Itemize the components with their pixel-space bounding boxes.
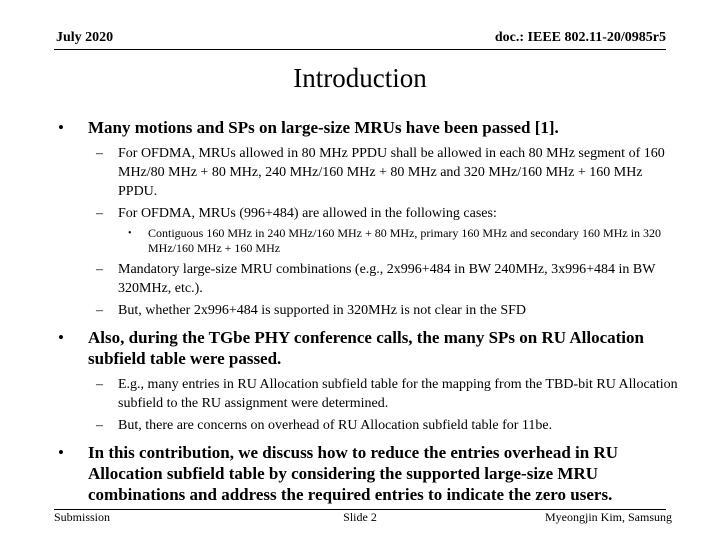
sub-bullet-1-2-text: For OFDMA, MRUs (996+484) are allowed in the following cases: xyxy=(118,206,497,221)
sub-bullet-2-2 xyxy=(96,416,678,435)
sub-bullet-1-1-text: For OFDMA, MRUs allowed in 80 MHz PPDU shall be allowed in each 80 MHz segment of 160 MHz/80 MHz + 80 MHz, 240 MHz/160 MHz + 80 MHz and 320 MHz/160 MHz + 160 MHz PPDU. xyxy=(118,146,665,199)
sub-bullet-1-4-text: But, whether 2x996+484 is supported in 320MHz is not clear in the SFD xyxy=(118,303,527,318)
slide-content xyxy=(58,117,678,511)
sub-bullet-1-3-text: Mandatory large-size MRU combinations (e.g., 2x996+484 in BW 240MHz, 3x996+484 in BW 320MHz, etc.). xyxy=(118,262,656,296)
bullet-3 xyxy=(58,442,678,505)
bullet-1-text: Many motions and SPs on large-size MRUs have been passed [1]. xyxy=(88,118,559,137)
bullet-dot-icon: • xyxy=(58,118,64,137)
sub-bullet-2-1 xyxy=(96,375,678,413)
header-date: July 2020 xyxy=(56,30,114,45)
slide-title: Introduction xyxy=(293,63,427,93)
dash-icon: – xyxy=(96,303,103,318)
sub-bullet-1-3 xyxy=(96,260,678,298)
dash-icon: – xyxy=(96,206,103,221)
bullet-2 xyxy=(58,327,678,369)
sub-bullet-1-1 xyxy=(96,144,678,201)
footer-submission: Submission xyxy=(54,510,111,524)
sub-bullet-2-1-text: E.g., many entries in RU Allocation subfield table for the mapping from the TBD-bit RU Allocation subfield to the RU assignment were determined. xyxy=(118,377,678,411)
sub-sub-bullet-1-2-1-text: Contiguous 160 MHz in 240 MHz/160 MHz + 80 MHz, primary 160 MHz and secondary 160 MHz in 320 MHz/160 MHz + 160 MHz xyxy=(148,226,662,255)
sub-bullet-1-4 xyxy=(96,301,678,320)
bullet-2-text: Also, during the TGbe PHY conference calls, the many SPs on RU Allocation subfield table were passed. xyxy=(88,328,644,368)
bullet-dot-icon: • xyxy=(128,228,132,239)
bullet-1 xyxy=(58,117,678,138)
footer-slide-number: Slide 2 xyxy=(343,510,377,524)
dash-icon: – xyxy=(96,377,103,392)
dash-icon: – xyxy=(96,262,103,277)
bullet-dot-icon: • xyxy=(58,328,64,347)
sub-bullet-2-2-text: But, there are concerns on overhead of RU Allocation subfield table for 11be. xyxy=(118,418,553,433)
bullet-dot-icon: • xyxy=(58,443,64,462)
header-doc-id: doc.: IEEE 802.11-20/0985r5 xyxy=(494,30,666,45)
header-divider xyxy=(54,49,666,50)
sub-sub-bullet-1-2-1 xyxy=(128,226,678,256)
bullet-3-text: In this contribution, we discuss how to reduce the entries overhead in RU Allocation subfield table by considering the supported large-size MRU combinations and address the required entries to indicate the zero users. xyxy=(88,443,619,504)
dash-icon: – xyxy=(96,146,103,161)
sub-bullet-1-2 xyxy=(96,204,678,223)
dash-icon: – xyxy=(96,418,103,433)
footer-author: Myeongjin Kim, Samsung xyxy=(544,510,672,524)
